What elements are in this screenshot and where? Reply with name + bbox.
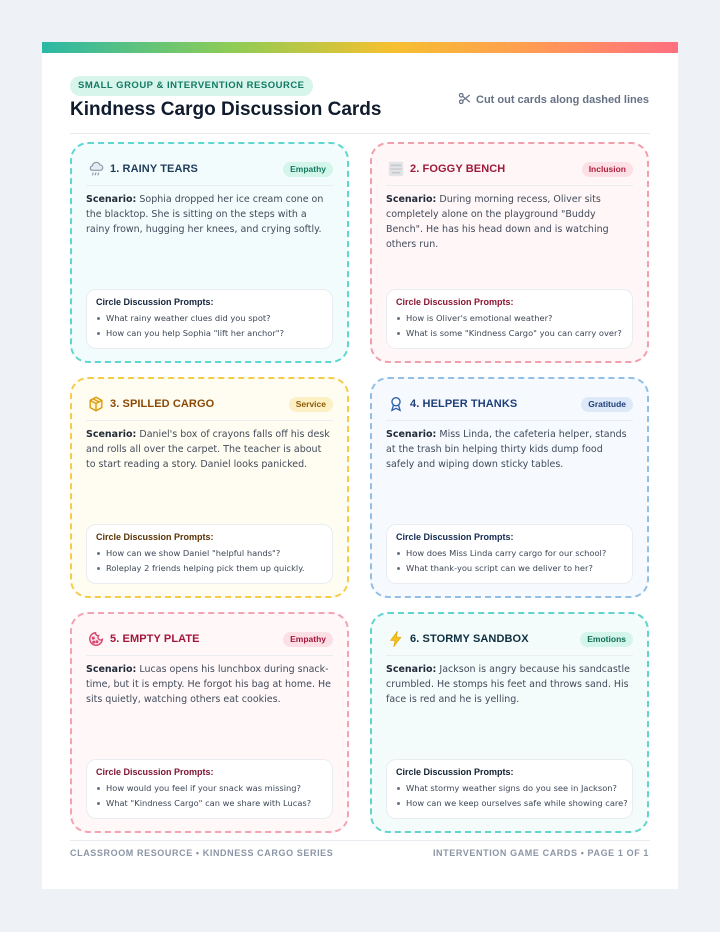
discussion-card [70, 142, 349, 363]
header-divider [70, 133, 650, 134]
scissors-icon [458, 92, 471, 108]
card-divider [386, 655, 633, 656]
discussion-card [370, 612, 649, 833]
category-badge: Emotions [580, 632, 633, 647]
prompts-heading: Circle Discussion Prompts: [396, 297, 514, 307]
prompt-item: How does Miss Linda carry cargo for our school? [396, 546, 622, 561]
scenario-body: During morning recess, Oliver sits completely alone on the playground "Buddy Bench". He has his head down and is watching others run. [386, 194, 609, 250]
prompt-list [396, 781, 628, 811]
prompts-heading: Circle Discussion Prompts: [396, 767, 514, 777]
card-header [86, 158, 333, 180]
prompt-list [396, 546, 622, 576]
prompt-list [96, 781, 322, 811]
card-divider [386, 420, 633, 421]
prompt-item: How would you feel if your snack was missing? [96, 781, 322, 796]
prompt-item: How can you help Sophia "lift her anchor"? [96, 326, 322, 341]
card-title: 1. RAINY TEARS [110, 163, 198, 175]
prompt-item: What thank-you script can we deliver to her? [396, 561, 622, 576]
discussion-prompts-box [86, 289, 333, 349]
resource-label: SMALL GROUP & INTERVENTION RESOURCE [70, 76, 313, 96]
card-divider [86, 655, 333, 656]
card-title: 3. SPILLED CARGO [110, 398, 215, 410]
discussion-card [370, 142, 649, 363]
prompt-item: What stormy weather signs do you see in Jackson? [396, 781, 622, 796]
discussion-prompts-box [386, 289, 633, 349]
scenario-label: Scenario: [86, 664, 137, 675]
category-badge: Empathy [283, 632, 333, 647]
cookie-icon [86, 629, 106, 649]
discussion-card [70, 377, 349, 598]
cut-instructions-text: Cut out cards along dashed lines [476, 94, 649, 106]
discussion-prompts-box [386, 759, 633, 819]
footer-divider [70, 840, 650, 841]
discussion-card [370, 377, 649, 598]
scenario-label: Scenario: [86, 429, 137, 440]
scenario-text [386, 192, 633, 252]
footer-right: INTERVENTION GAME CARDS • PAGE 1 OF 1 [432, 848, 649, 858]
cut-instructions [458, 92, 649, 108]
prompt-list [96, 311, 322, 341]
prompt-item: How can we show Daniel "helpful hands"? [96, 546, 322, 561]
prompts-heading: Circle Discussion Prompts: [96, 532, 214, 542]
scenario-body: Daniel's box of crayons falls off his desk and rolls all over the carpet. The teacher is about to start reading a story. Daniel looks panicked. [86, 429, 330, 470]
card-title: 6. STORMY SANDBOX [410, 633, 529, 645]
card-header [86, 393, 333, 415]
scenario-body: Jackson is angry because his sandcastle crumbled. He stomps his feet and throws sand. His face is red and he is yelling. [386, 664, 630, 705]
card-divider [86, 420, 333, 421]
prompt-list [396, 311, 622, 341]
card-title: 2. FOGGY BENCH [410, 163, 506, 175]
prompt-item: Roleplay 2 friends helping pick them up quickly. [96, 561, 322, 576]
scenario-label: Scenario: [386, 664, 437, 675]
card-header [386, 158, 633, 180]
footer-left: CLASSROOM RESOURCE • KINDNESS CARGO SERIES [70, 848, 334, 858]
discussion-prompts-box [386, 524, 633, 584]
scenario-text [386, 427, 633, 472]
card-divider [386, 185, 633, 186]
prompt-item: What rainy weather clues did you spot? [96, 311, 322, 326]
card-header [386, 393, 633, 415]
prompt-item: What "Kindness Cargo" can we share with Lucas? [96, 796, 322, 811]
prompts-heading: Circle Discussion Prompts: [96, 767, 214, 777]
scenario-text [86, 427, 333, 472]
card-title: 4. HELPER THANKS [410, 398, 518, 410]
prompts-heading: Circle Discussion Prompts: [96, 297, 214, 307]
category-badge: Empathy [283, 162, 333, 177]
scenario-body: Sophia dropped her ice cream cone on the blacktop. She is sitting on the steps with a rainy frown, hugging her knees, and crying softly. [86, 194, 324, 235]
prompt-list [96, 546, 322, 576]
fog-icon [386, 159, 406, 179]
rain-cloud-icon [86, 159, 106, 179]
award-ribbon-icon [386, 394, 406, 414]
category-badge: Inclusion [582, 162, 633, 177]
gradient-top-bar [42, 42, 678, 53]
scenario-text [86, 192, 333, 237]
card-divider [86, 185, 333, 186]
page-title: Kindness Cargo Discussion Cards [70, 99, 382, 120]
scenario-label: Scenario: [386, 429, 437, 440]
worksheet-page [42, 42, 678, 889]
discussion-prompts-box [86, 759, 333, 819]
lightning-icon [386, 629, 406, 649]
scenario-label: Scenario: [86, 194, 137, 205]
scenario-label: Scenario: [386, 194, 437, 205]
discussion-card [70, 612, 349, 833]
box-icon [86, 394, 106, 414]
card-header [86, 628, 333, 650]
card-title: 5. EMPTY PLATE [110, 633, 200, 645]
category-badge: Service [289, 397, 333, 412]
prompt-item: How is Oliver's emotional weather? [396, 311, 622, 326]
scenario-text [386, 662, 633, 707]
prompt-item: What is some "Kindness Cargo" you can carry over? [396, 326, 622, 341]
scenario-body: Miss Linda, the cafeteria helper, stands at the trash bin helping thirty kids dump food safely and wiping down sticky tables. [386, 429, 627, 470]
prompt-item: How can we keep ourselves safe while showing care? [396, 796, 622, 811]
scenario-text [86, 662, 333, 707]
category-badge: Gratitude [581, 397, 633, 412]
card-header [386, 628, 633, 650]
discussion-prompts-box [86, 524, 333, 584]
prompts-heading: Circle Discussion Prompts: [396, 532, 514, 542]
scenario-body: Lucas opens his lunchbox during snack-time, but it is empty. He forgot his bag at home. He sits quietly, watching others eat cookies. [86, 664, 332, 705]
